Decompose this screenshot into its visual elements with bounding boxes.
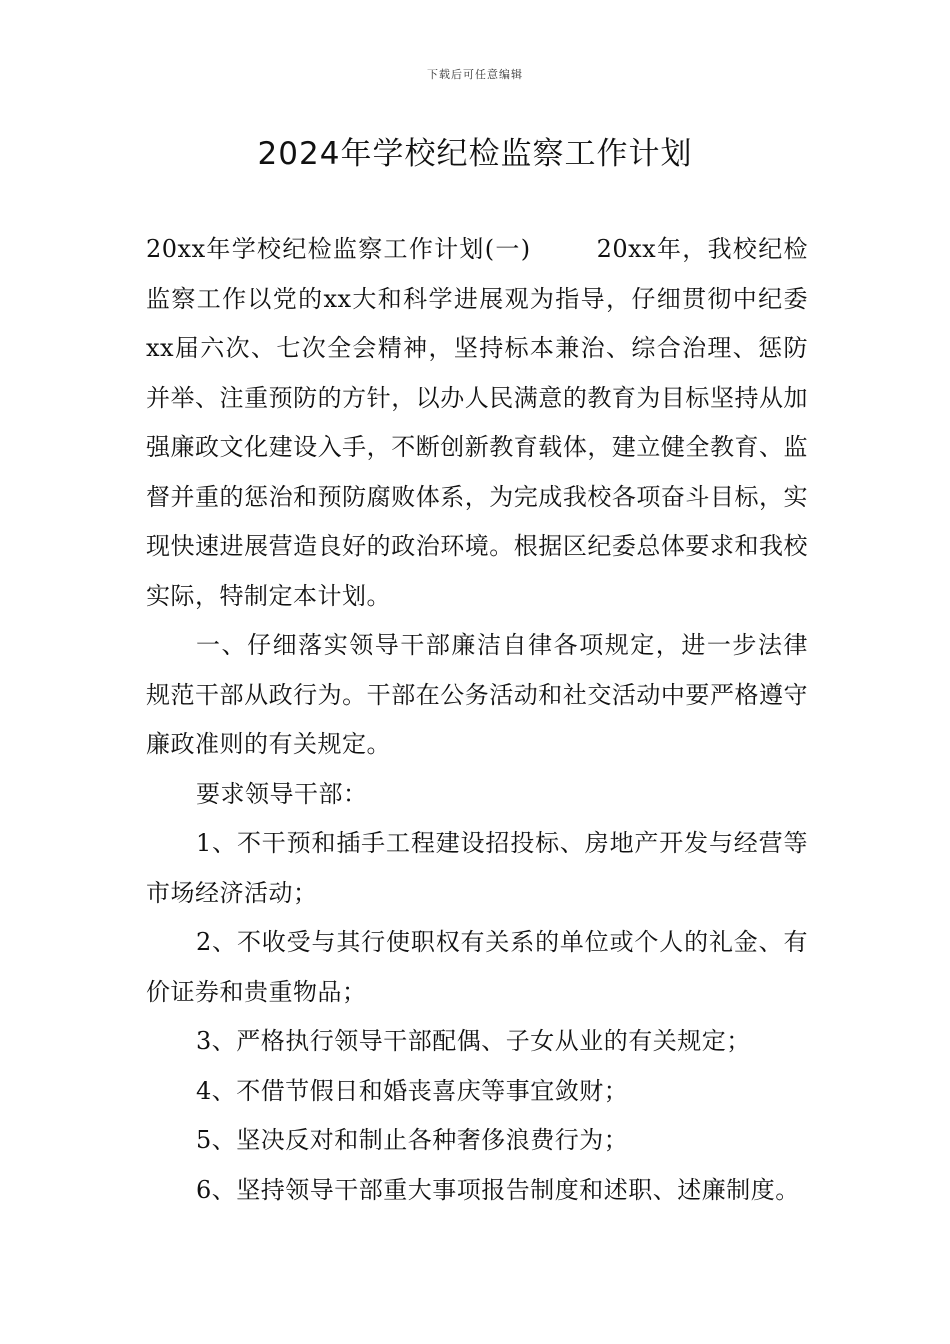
intro-heading: 20xx年学校纪检监察工作计划(一) <box>146 235 531 263</box>
list-item-2: 2、不收受与其行使职权有关系的单位或个人的礼金、有价证券和贵重物品； <box>146 928 808 1006</box>
header-note: 下载后可任意编辑 <box>427 68 523 81</box>
paragraph-requirements-lead: 要求领导干部： <box>196 779 368 808</box>
list-item-1: 1、不干预和插手工程建设招投标、房地产开发与经营等市场经济活动； <box>146 829 808 907</box>
list-item-5: 5、坚决反对和制止各种奢侈浪费行为； <box>196 1126 629 1154</box>
document-body <box>146 225 808 1215</box>
intro-text: 20xx年，我校纪检监察工作以党的xx大和科学进展观为指导，仔细贯彻中纪委xx届六次、七次全会精神，坚持标本兼治、综合治理、惩防并举、注重预防的方针，以办人民满意的教育为目标坚持从加强廉政文化建设入手，不断创新教育载体，建立健全教育、监督并重的惩治和预防腐败体系，为完成我校各项奋斗目标，实现快速进展营造良好的政治环境。根据区纪委总体要求和我校实际，特制定本计划。 <box>146 235 809 610</box>
paragraph-section-one: 一、仔细落实领导干部廉洁自律各项规定，进一步法律规范干部从政行为。干部在公务活动和社交活动中要严格遵守廉政准则的有关规定。 <box>146 631 808 758</box>
intro-paragraph <box>146 225 808 621</box>
list-item-3: 3、严格执行领导干部配偶、子女从业的有关规定； <box>196 1027 751 1055</box>
list-item-4: 4、不借节假日和婚丧喜庆等事宜敛财； <box>196 1076 629 1105</box>
document-title: 2024年学校纪检监察工作计划 <box>257 136 693 172</box>
list-item-6: 6、坚持领导干部重大事项报告制度和述职、述廉制度。 <box>196 1175 800 1204</box>
